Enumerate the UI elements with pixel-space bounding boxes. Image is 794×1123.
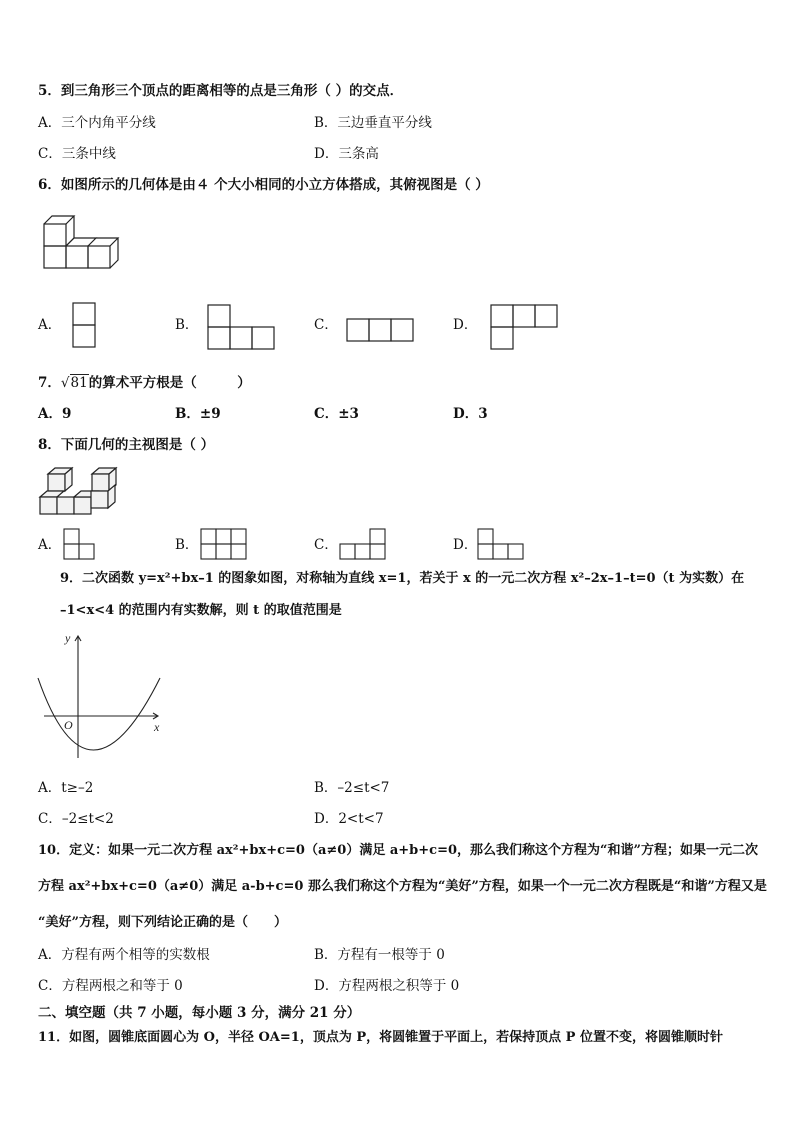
q6-option-a-figure xyxy=(72,302,98,348)
section2-heading: 二、填空题（共 7 小题，每小题 3 分，满分 21 分） xyxy=(38,1005,361,1021)
q9-axis-y-label: y xyxy=(65,631,71,645)
q10-option-a: A．方程有两个相等的实数根 xyxy=(38,947,210,963)
q7-stem-rest: 的算术平方根是（ ） xyxy=(88,375,251,391)
q5-option-d: D．三条高 xyxy=(314,146,379,162)
q5-stem: 5．到三角形三个顶点的距离相等的点是三角形（ ）的交点． xyxy=(38,83,404,99)
q7-option-b: B．±9 xyxy=(175,406,221,422)
q8-option-d: D． xyxy=(453,537,478,553)
q9-stem-line1: 9．二次函数 y=x²+bx–1 的图象如图，对称轴为直线 x=1，若关于 x 的一元二次方程 x²–2x–1–t=0（t 为实数）在 xyxy=(60,571,745,586)
q10-stem-line2: 方程 ax²+bx+c=0（a≠0）满足 a-b+c=0 那么我们称这个方程为“美好”方程，如果一个一元二次方程既是“和谐”方程又是 xyxy=(38,879,767,894)
q10-stem-line1: 10．定义：如果一元二次方程 ax²+bx+c=0（a≠0）满足 a+b+c=0，那么我们称这个方程为“和谐”方程；如果一元二次 xyxy=(38,843,758,858)
q9-axis-x-label: x xyxy=(154,720,160,734)
q6-option-b: B． xyxy=(175,317,199,333)
q8-solid-figure xyxy=(38,466,120,522)
q7-stem xyxy=(38,374,251,392)
sqrt-icon: √ xyxy=(60,375,70,391)
q8-option-b: B． xyxy=(175,537,199,553)
q10-option-d: D．方程两根之积等于 0 xyxy=(314,978,460,994)
q9-option-c: C．–2≤t<2 xyxy=(38,811,114,827)
q7-radicand: 81 xyxy=(70,375,88,391)
q6-option-a: A． xyxy=(38,317,62,333)
q6-option-d-figure xyxy=(490,304,560,350)
q5-option-c: C．三条中线 xyxy=(38,146,116,162)
q7-number: 7． xyxy=(38,375,61,391)
q6-option-d: D． xyxy=(453,317,478,333)
q10-option-b: B．方程有一根等于 0 xyxy=(314,947,445,963)
q10-stem-line3: “美好”方程，则下列结论正确的是（ ） xyxy=(38,915,287,930)
q9-option-d: D．2<t<7 xyxy=(314,811,384,827)
q7-option-a: A．9 xyxy=(38,406,72,422)
q6-stem: 6．如图所示的几何体是由４ 个大小相同的小立方体搭成，其俯视图是（ ） xyxy=(38,177,489,193)
q9-option-b: B．–2≤t<7 xyxy=(314,780,390,796)
q8-option-c: C． xyxy=(314,537,338,553)
q8-option-a: A． xyxy=(38,537,62,553)
q5-option-b: B．三边垂直平分线 xyxy=(314,115,432,131)
q9-option-a: A．t≥–2 xyxy=(38,780,94,796)
q6-option-c: C． xyxy=(314,317,338,333)
q11-stem-line1: 11．如图，圆锥底面圆心为 O，半径 OA=1，顶点为 P，将圆锥置于平面上，若保持顶点 P 位置不变，将圆锥顺时针 xyxy=(38,1030,723,1045)
q8-stem: 8．下面几何的主视图是（ ） xyxy=(38,437,215,453)
q8-option-d-figure xyxy=(477,528,527,562)
q8-option-a-figure xyxy=(63,528,97,562)
q8-option-c-figure xyxy=(339,528,389,562)
q9-parabola-figure xyxy=(34,628,174,768)
q9-stem-line2: –1<x<4 的范围内有实数解，则 t 的取值范围是 xyxy=(60,603,342,618)
q10-option-c: C．方程两根之和等于 0 xyxy=(38,978,183,994)
q9-origin-label: O xyxy=(64,718,73,732)
q5-option-a: A．三个内角平分线 xyxy=(38,115,156,131)
q6-solid-figure xyxy=(40,212,126,272)
q8-option-b-figure xyxy=(200,528,250,562)
q6-option-c-figure xyxy=(346,318,416,344)
q7-option-d: D．3 xyxy=(453,406,488,422)
q6-option-b-figure xyxy=(207,304,277,350)
q7-option-c: C．±3 xyxy=(314,406,359,422)
